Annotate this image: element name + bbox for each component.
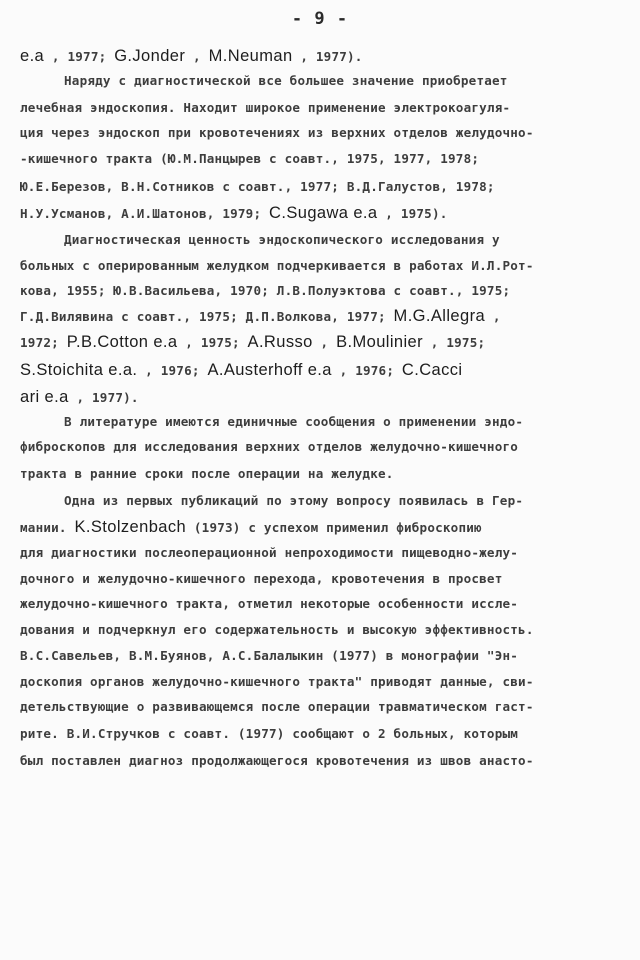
text-segment: лечебная эндоскопия. Находит широкое применение электрокоагуля- — [20, 100, 511, 115]
text-segment: Н.У.Усманов, А.И.Шатонов, 1979; — [20, 206, 270, 221]
text-segment: рите. В.И.Стручков с соавт. (1977) сообщают о 2 больных, которым — [20, 726, 519, 741]
text-segment: Ю.Е.Березов, В.Н.Сотников с соавт., 1977; В.Д.Галустов, 1978; — [20, 179, 495, 194]
text-line — [20, 644, 518, 668]
text-line — [20, 121, 534, 145]
text-line — [20, 722, 518, 746]
text-line — [20, 44, 363, 68]
text-segment: , — [185, 49, 209, 64]
text-line — [20, 254, 534, 278]
text-line — [20, 385, 139, 409]
text-line — [20, 749, 534, 773]
text-line — [64, 228, 500, 252]
text-segment: ция через эндоскоп при кровотечениях из верхних отделов желудочно- — [20, 125, 534, 140]
text-segment: , 1975; — [423, 335, 486, 350]
text-segment: , 1977). — [68, 390, 139, 405]
text-line — [64, 69, 508, 93]
text-segment: мании. — [20, 520, 75, 535]
page-number: - 9 - — [291, 9, 349, 29]
text-segment: тракта в ранние сроки после операции на желудке. — [20, 466, 394, 481]
latin-citation: A.Russo — [247, 333, 313, 351]
text-segment: В.С.Савельев, В.М.Буянов, А.С.Балалыкин (1977) в монографии "Эн- — [20, 648, 519, 663]
text-segment: фиброскопов для исследования верхних отделов желудочно-кишечного — [20, 439, 519, 454]
text-line — [20, 358, 462, 382]
text-segment: дочного и желудочно-кишечного перехода, кровотечения в просвет — [20, 571, 503, 586]
text-line — [20, 96, 510, 120]
text-line — [20, 279, 510, 303]
text-segment: Диагностическая ценность эндоскопического исследования у — [64, 232, 500, 247]
text-segment: , 1977; — [44, 49, 115, 64]
text-segment: , 1975; — [177, 335, 248, 350]
text-line — [20, 304, 501, 328]
text-line — [20, 670, 534, 694]
text-segment: , 1976; — [331, 363, 402, 378]
text-segment: желудочно-кишечного тракта, отметил некоторые особенности иссле- — [20, 596, 519, 611]
latin-citation: A.Austerhoff e.a — [207, 361, 332, 379]
latin-citation: e.a — [20, 47, 45, 65]
latin-citation: G.Jonder — [114, 47, 186, 65]
text-segment: В литературе имеются единичные сообщения о применении эндо- — [64, 414, 524, 429]
text-line — [64, 410, 523, 434]
text-segment: Г.Д.Вилявина с соавт., 1975; Д.П.Волкова, 1977; — [20, 309, 394, 324]
latin-citation: K.Stolzenbach — [74, 518, 187, 536]
text-segment: 1972; — [20, 335, 67, 350]
text-segment: , — [485, 309, 501, 324]
latin-citation: P.B.Cotton e.a — [66, 333, 178, 351]
text-segment: (1973) с успехом применил фиброскопию — [186, 520, 482, 535]
text-line — [20, 330, 485, 354]
latin-citation: M.G.Allegra — [393, 307, 486, 325]
text-line — [20, 695, 534, 719]
text-line — [20, 592, 518, 616]
text-line — [20, 435, 518, 459]
text-segment: , 1976; — [137, 363, 208, 378]
text-segment: дования и подчеркнул его содержательность и высокую эффективность. — [20, 622, 534, 637]
text-segment: для диагностики послеоперационной непроходимости пищеводно-желу- — [20, 545, 519, 560]
text-segment: , — [312, 335, 337, 350]
text-segment: доскопия органов желудочно-кишечного тракта" приводят данные, сви- — [20, 674, 534, 689]
latin-citation: C.Sugawa e.a — [269, 204, 378, 222]
text-line — [20, 515, 482, 539]
text-segment: больных с оперированным желудком подчеркивается в работах И.Л.Рот- — [20, 258, 534, 273]
latin-citation: B.Moulinier — [336, 333, 424, 351]
text-line — [20, 462, 394, 486]
latin-citation: ari e.a — [20, 388, 69, 406]
text-line — [20, 541, 518, 565]
text-segment: Наряду с диагностической все большее значение приобретает — [64, 73, 508, 88]
text-line — [20, 618, 534, 642]
text-segment: детельствующие о развивающемся после операции травматическом гаст- — [20, 699, 534, 714]
text-line — [20, 567, 503, 591]
text-segment: , 1975). — [377, 206, 448, 221]
text-line — [20, 175, 495, 199]
text-segment: , 1977). — [292, 49, 363, 64]
latin-citation: M.Neuman — [208, 47, 293, 65]
latin-citation: C.Cacci — [401, 361, 463, 379]
text-segment: -кишечного тракта (Ю.М.Панцырев с соавт., 1975, 1977, 1978; — [20, 151, 480, 166]
text-line — [64, 489, 523, 513]
latin-citation: S.Stoichita e.a. — [20, 361, 138, 379]
text-line — [20, 147, 479, 171]
text-line — [20, 201, 448, 225]
text-segment: Одна из первых публикаций по этому вопросу появилась в Гер- — [64, 493, 524, 508]
text-segment: был поставлен диагноз продолжающегося кровотечения из швов анасто- — [20, 753, 534, 768]
text-segment: кова, 1955; Ю.В.Васильева, 1970; Л.В.Полуэктова с соавт., 1975; — [20, 283, 511, 298]
